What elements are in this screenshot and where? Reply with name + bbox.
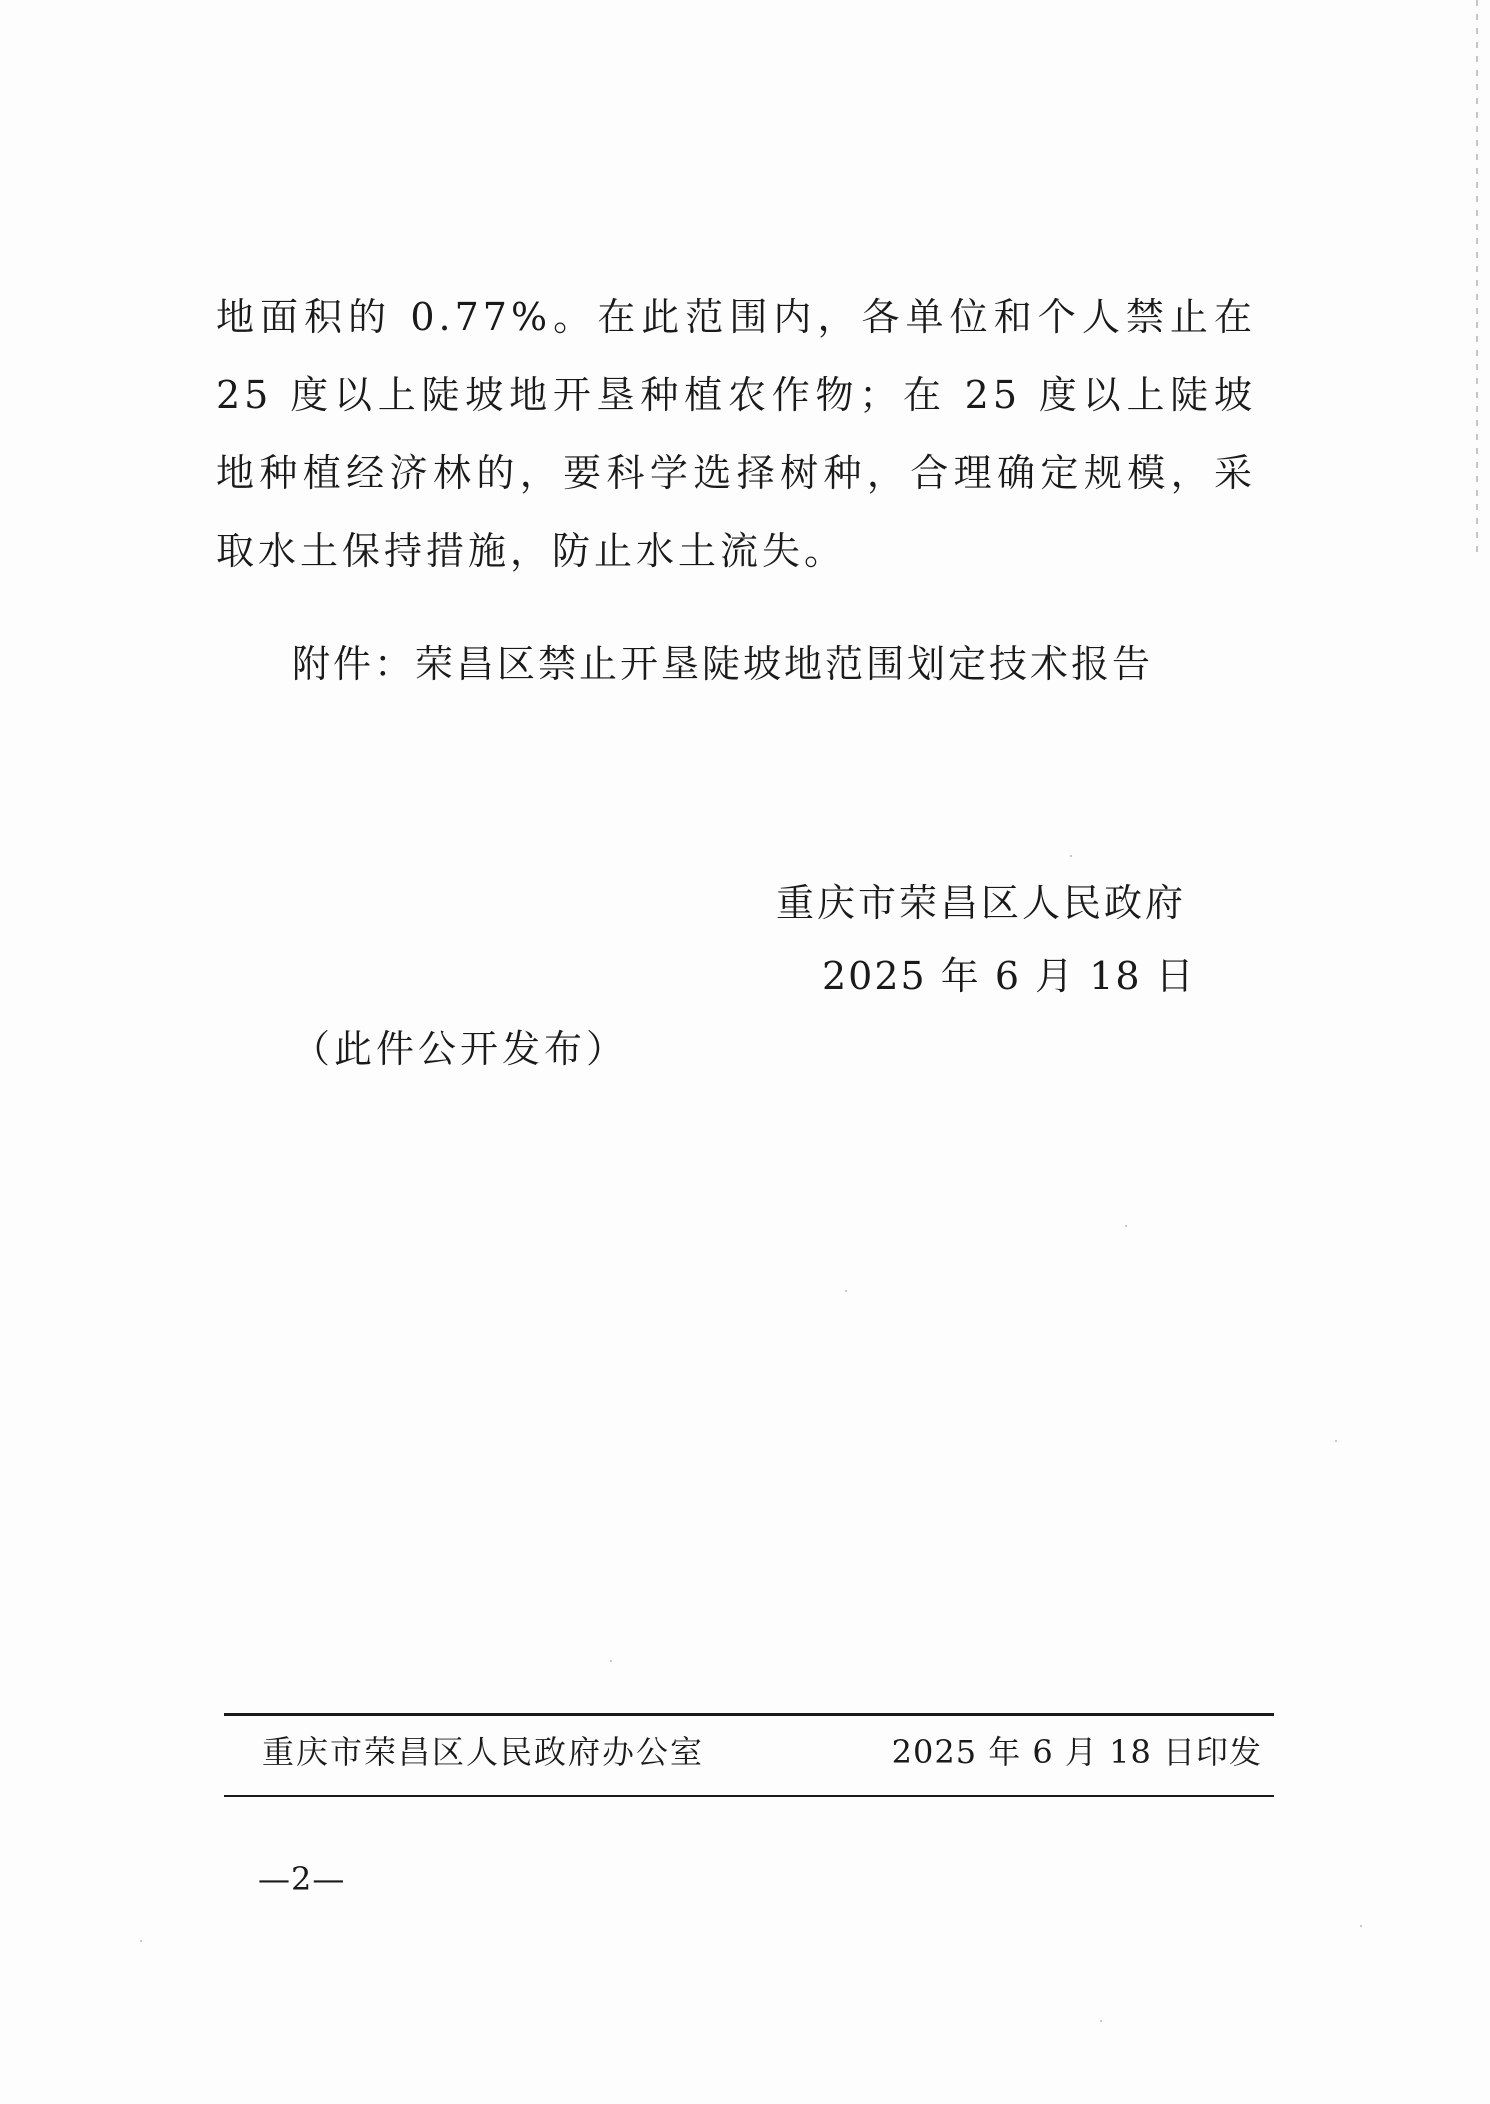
signature-date: 2025 年 6 月 18 日 (822, 954, 1196, 998)
footer-issuing-office: 重庆市荣昌区人民政府办公室 (262, 1733, 705, 1771)
page-number: —2— (258, 1860, 346, 1898)
scan-speck (1070, 855, 1072, 857)
scan-edge-artifact (1476, 0, 1478, 560)
scan-speck (1100, 2020, 1102, 2022)
scan-speck (610, 1660, 612, 1662)
signature-organization: 重庆市荣昌区人民政府 (776, 881, 1187, 925)
footer-bottom-rule (224, 1795, 1274, 1797)
scan-speck (140, 1940, 142, 1942)
scan-speck (1360, 1925, 1362, 1927)
body-paragraph: 地面积的 0.77%。在此范围内，各单位和个人禁止在 25 度以上陡坡地开垦种植农作物；在 25 度以上陡坡地种植经济林的，要科学选择树种，合理确定规模，采取水土保持措施，防止水土流失。 (216, 295, 1256, 573)
attachment-line: 附件：荣昌区禁止开垦陡坡地范围划定技术报告 (292, 642, 1154, 686)
scan-speck (845, 1290, 847, 1292)
scan-speck (1335, 1440, 1337, 1442)
footer-top-rule (224, 1713, 1274, 1716)
scan-speck (1125, 1225, 1127, 1227)
public-release-note: （此件公开发布） (292, 1027, 629, 1071)
footer-print-date: 2025 年 6 月 18 日印发 (891, 1733, 1262, 1771)
